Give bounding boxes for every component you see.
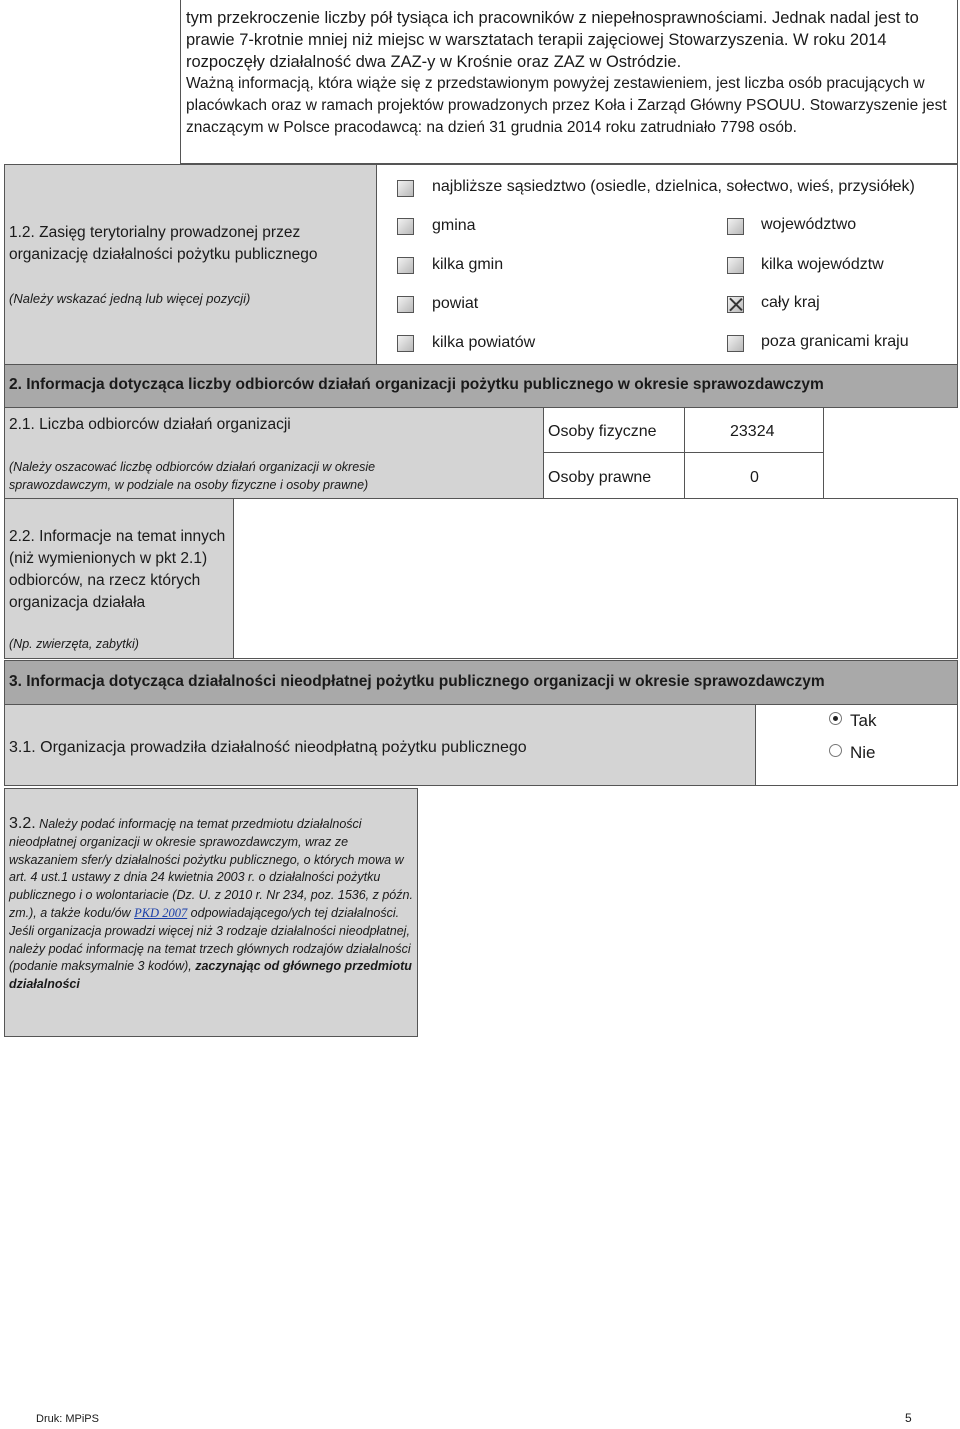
s2-2-note: (Np. zwierzęta, zabytki): [9, 637, 139, 651]
radio-nie-label: Nie: [850, 743, 876, 762]
checkbox-poza-granicami[interactable]: [727, 335, 744, 352]
option-label-sasiedztwo: najbliższe sąsiedztwo (osiedle, dzielnica, sołectwo, wieś, przysiółek): [432, 178, 915, 195]
pkd-2007-link[interactable]: PKD 2007: [134, 905, 188, 920]
s2-1-title: 2.1. Liczba odbiorców działań organizacji: [9, 416, 291, 433]
option-label-kilka-powiatow: kilka powiatów: [432, 334, 536, 351]
s1-2-note: (Należy wskazać jedną lub więcej pozycji): [9, 291, 251, 306]
s3-2-text-a: Należy podać informację na temat przedmiotu działalności nieodpłatnej organizacji w okresie sprawozdawczym, wraz ze wskazaniem sfer/y działalności pożytku publicznego, o których mowa w art. 4 ust.1 ustawy z dnia 24 kwietnia 2003 r. o działalności pożytku publicznego i o wolontariacie (Dz. U. z 2010 r. Nr 234, poz. 1536, z późn. zm.), a także kodu/ów: [9, 817, 413, 920]
s1-2-title: 1.2. Zasięg terytorialny prowadzonej przez organizację działalności pożytku publicznego: [9, 224, 318, 263]
s3-2-text: [9, 815, 417, 994]
s3-2-text-b: odpowiadającego/ych tej działalności. Jeśli organizacja prowadzi więcej niż 3 rodzaje działalności nieodpłatnej, należy podać informację na temat trzech głównych rodzajów działalności (podanie maksymalnie 3 kodów),: [9, 905, 411, 974]
checkbox-powiat[interactable]: [397, 296, 414, 313]
option-label-wojewodztwo: województwo: [761, 216, 857, 233]
option-label-gmina: gmina: [432, 217, 476, 234]
s2-header: 2. Informacja dotycząca liczby odbiorców działań organizacji pożytku publicznego w okresie sprawozdawczym: [9, 376, 824, 393]
option-label-poza-granicami: poza granicami kraju: [761, 333, 909, 350]
fizyczne-value: 23324: [730, 423, 775, 440]
checkbox-kilka-wojewodztw[interactable]: [727, 257, 744, 274]
print-label: Druk: MPiPS: [36, 1413, 99, 1425]
s3-2-text-bold: zaczynając od głównego przedmiotu działalności: [9, 959, 412, 992]
s3-header: 3. Informacja dotycząca działalności nieodpłatnej pożytku publicznego organizacji w okresie sprawozdawczym: [9, 673, 825, 690]
checkbox-sasiedztwo[interactable]: [397, 180, 414, 197]
top-text-line3: rozpoczęły działalność dwa ZAZ-y w Krośnie oraz ZAZ w Ostródzie.: [186, 53, 682, 71]
radio-tak[interactable]: [829, 712, 842, 725]
option-label-powiat: powiat: [432, 295, 479, 312]
checkbox-kilka-powiatow[interactable]: [397, 335, 414, 352]
s2-2-title: 2.2. Informacje na temat innych (niż wymienionych w pkt 2.1) odbiorców, na rzecz których organizacja działała: [9, 528, 226, 611]
top-text-line2: prawie 7-krotnie mniej niż miejsc w warsztatach terapii zajęciowej Stowarzyszenia. W roku 2014: [186, 31, 887, 49]
s3-1-title: 3.1. Organizacja prowadziła działalność nieodpłatną pożytku publicznego: [9, 739, 527, 756]
prawne-label: Osoby prawne: [548, 469, 652, 486]
s2-2-input-cell[interactable]: [233, 498, 958, 659]
option-label-caly-kraj: cały kraj: [761, 294, 820, 311]
checkbox-gmina[interactable]: [397, 218, 414, 235]
top-text-line1: tym przekroczenie liczby pół tysiąca ich pracowników z niepełnosprawnościami. Jednak nadal jest to: [186, 9, 919, 27]
radio-nie[interactable]: [829, 744, 842, 757]
s2-1-note: (Należy oszacować liczbę odbiorców działań organizacji w okresie sprawozdawczym, w podziale na osoby fizyczne i osoby prawne): [9, 460, 376, 492]
top-text-paragraph: Ważną informacją, która wiąże się z przedstawionym powyżej zestawieniem, jest liczba osób pracujących w placówkach oraz w ramach projektów prowadzonych przez Koła i Zarząd Główny PSOUU. Stowarzyszenie jest znaczącym w Polsce pracodawcą: na dzień 31 grudnia 2014 roku zatrudniało 7798 osób.: [186, 75, 947, 136]
s3-2-number: 3.2.: [9, 815, 36, 832]
checkbox-wojewodztwo[interactable]: [727, 218, 744, 235]
fizyczne-label: Osoby fizyczne: [548, 423, 657, 440]
option-label-kilka-gmin: kilka gmin: [432, 256, 504, 273]
page-number: 5: [905, 1411, 912, 1425]
prawne-value: 0: [750, 469, 759, 486]
checkbox-caly-kraj[interactable]: [727, 296, 744, 313]
checkbox-kilka-gmin[interactable]: [397, 257, 414, 274]
option-label-kilka-wojewodztw: kilka województw: [761, 256, 884, 273]
radio-tak-label: Tak: [850, 711, 877, 730]
